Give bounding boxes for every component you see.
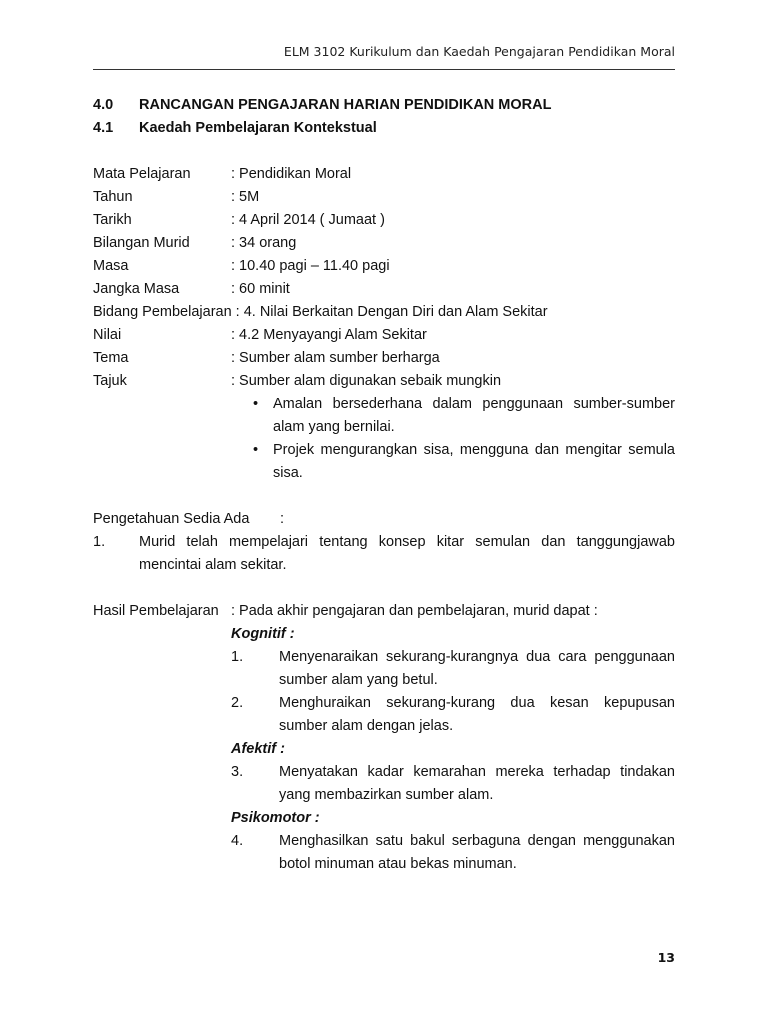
spacer (93, 577, 675, 600)
info-row-field (93, 301, 675, 324)
prior-knowledge-heading (93, 508, 675, 531)
section-heading-4-1 (93, 117, 675, 140)
psychomotor-label: Psikomotor : (231, 810, 320, 826)
info-row-topic (93, 370, 675, 393)
learning-outcomes (231, 623, 675, 876)
item-number: 2. (231, 695, 244, 711)
info-label: Masa (93, 258, 129, 274)
info-label: Nilai (93, 327, 122, 343)
info-row-subject (93, 163, 675, 186)
spacer (93, 140, 675, 163)
item-number: 3. (231, 764, 244, 780)
section-number: 4.1 (93, 120, 114, 136)
info-row-students (93, 232, 675, 255)
info-value: : Sumber alam sumber berharga (231, 350, 440, 366)
item-text: Menghuraikan sekurang-kurang dua kesan kepupusan sumber alam dengan jelas. (279, 695, 675, 734)
info-label: Tema (93, 350, 129, 366)
item-number: 1. (93, 534, 106, 550)
item-number: 4. (231, 833, 244, 849)
item-text: Menghasilkan satu bakul serbaguna dengan menggunakan botol minuman atau bekas minuman. (279, 833, 675, 872)
prior-knowledge-colon: : (280, 511, 285, 527)
item-text: Menyenaraikan sekurang-kurangnya dua cara penggunaan sumber alam yang betul. (279, 649, 675, 688)
list-item (231, 761, 675, 807)
running-header: ELM 3102 Kurikulum dan Kaedah Pengajaran Pendidikan Moral (283, 44, 675, 59)
info-label: Hasil Pembelajaran (93, 603, 219, 619)
prior-knowledge-label: Pengetahuan Sedia Ada (93, 511, 250, 527)
info-value: : Sumber alam digunakan sebaik mungkin (231, 373, 502, 389)
spacer (93, 485, 675, 508)
info-value: : 34 orang (231, 235, 297, 251)
info-label: Mata Pelajaran (93, 166, 191, 182)
header-rule (93, 69, 675, 70)
info-label: Bilangan Murid (93, 235, 190, 251)
info-value: : 60 minit (231, 281, 290, 297)
section-title: RANCANGAN PENGAJARAN HARIAN PENDIDIKAN MORAL (139, 97, 552, 113)
info-row-time (93, 255, 675, 278)
info-row-theme (93, 347, 675, 370)
info-row-date (93, 209, 675, 232)
info-label: Bidang Pembelajaran (93, 304, 232, 320)
info-label: Jangka Masa (93, 281, 180, 297)
list-item (241, 393, 675, 439)
info-value: : Pendidikan Moral (231, 166, 352, 182)
page-number: 13 (657, 950, 675, 965)
list-item (231, 830, 675, 876)
section-heading-4-0 (93, 94, 675, 117)
bullet-text: Amalan bersederhana dalam penggunaan sumber-sumber alam yang bernilai. (273, 396, 675, 435)
list-item (93, 531, 675, 577)
topic-bullet-list (241, 393, 675, 485)
learning-outcomes-heading (93, 600, 675, 623)
list-item (241, 439, 675, 485)
list-item (231, 646, 675, 692)
info-label: Tarikh (93, 212, 132, 228)
info-row-duration (93, 278, 675, 301)
lesson-plan-content (93, 94, 675, 876)
info-value: : Pada akhir pengajaran dan pembelajaran, murid dapat : (231, 603, 598, 619)
bullet-text: Projek mengurangkan sisa, mengguna dan mengitar semula sisa. (273, 442, 675, 481)
info-row-year (93, 186, 675, 209)
info-value: : 10.40 pagi – 11.40 pagi (231, 258, 390, 274)
section-number: 4.0 (93, 97, 114, 113)
cognitive-label: Kognitif : (231, 626, 295, 642)
info-value: : 4 April 2014 ( Jumaat ) (231, 212, 385, 228)
info-label: Tajuk (93, 373, 127, 389)
info-value: : 4. Nilai Berkaitan Dengan Diri dan Alam Sekitar (235, 304, 548, 320)
item-text: Murid telah mempelajari tentang konsep kitar semulan dan tanggungjawab mencintai alam sekitar. (139, 534, 675, 573)
item-number: 1. (231, 649, 244, 665)
info-value: : 5M (231, 189, 260, 205)
item-text: Menyatakan kadar kemarahan mereka terhadap tindakan yang membazirkan sumber alam. (279, 764, 675, 803)
section-title: Kaedah Pembelajaran Kontekstual (139, 120, 377, 136)
affective-label: Afektif : (231, 741, 285, 757)
info-row-value (93, 324, 675, 347)
list-item (231, 692, 675, 738)
info-value: : 4.2 Menyayangi Alam Sekitar (231, 327, 427, 343)
info-label: Tahun (93, 189, 133, 205)
